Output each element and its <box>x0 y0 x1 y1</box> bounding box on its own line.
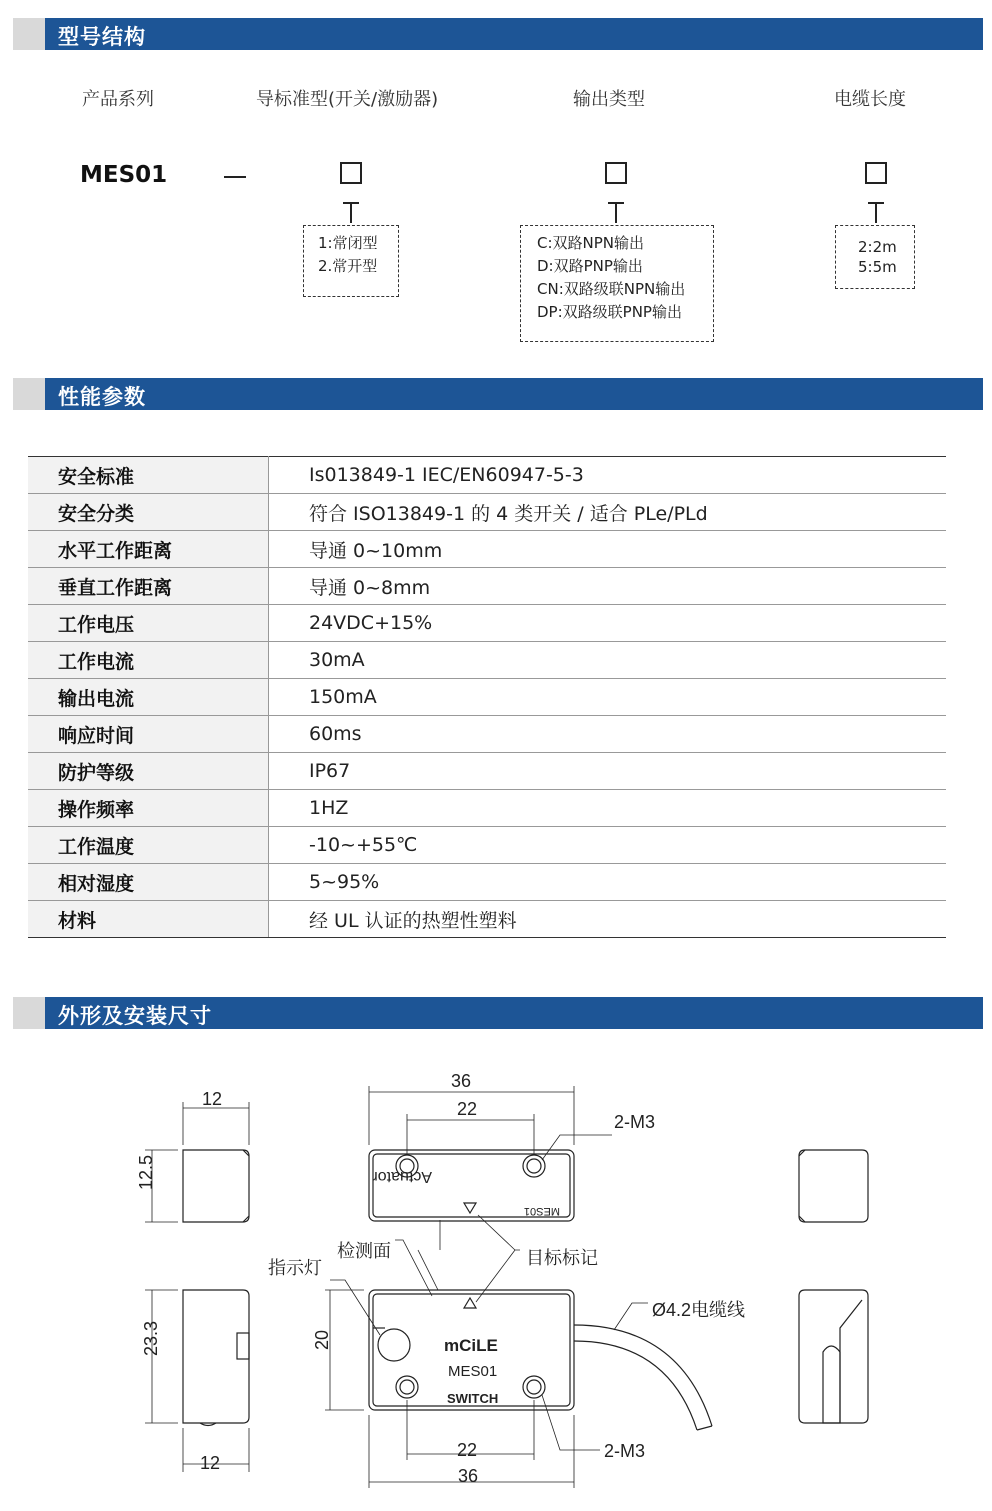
tee-stem <box>350 203 352 223</box>
side-view-top-left <box>145 1102 249 1222</box>
cable-options-box <box>835 225 915 289</box>
spec-key: 防护等级 <box>28 753 269 790</box>
section-header-model <box>13 18 983 50</box>
header-cable: 电缆长度 <box>834 89 906 110</box>
spec-row <box>28 901 946 938</box>
dim-label: 23.3 <box>141 1320 161 1356</box>
dimension-drawing <box>0 1050 992 1511</box>
contact-options-box <box>303 225 399 297</box>
actuator-model-label: MES01 <box>523 1205 560 1217</box>
spec-value: -10~+55℃ <box>269 827 947 864</box>
separator-dash <box>224 176 246 178</box>
actuator-top-view <box>369 1086 612 1221</box>
dim-label: 22 <box>457 1099 478 1119</box>
option-item: 2:2m <box>858 238 897 256</box>
dim-label: 36 <box>451 1071 472 1091</box>
spec-table <box>28 456 946 938</box>
spec-value: 30mA <box>269 642 947 679</box>
spec-key: 工作温度 <box>28 827 269 864</box>
option-item: 1:常闭型 <box>318 234 378 252</box>
dim-label: 12.5 <box>136 1154 156 1190</box>
spec-key: 材料 <box>28 901 269 938</box>
section-header-performance <box>13 378 983 410</box>
spec-value: 1HZ <box>269 790 947 827</box>
target-mark-label: 目标标记 <box>526 1248 598 1268</box>
tee-bar <box>868 202 884 204</box>
spec-row <box>28 827 946 864</box>
spec-value: 符合 ISO13849-1 的 4 类开关 / 适合 PLe/PLd <box>269 494 947 531</box>
option-item: D:双路PNP输出 <box>537 257 643 275</box>
output-placeholder-box <box>605 162 627 184</box>
spec-row <box>28 642 946 679</box>
spec-key: 安全标准 <box>28 457 269 494</box>
spec-key: 水平工作距离 <box>28 531 269 568</box>
section-title: 型号结构 <box>58 25 146 49</box>
tee-bar <box>608 202 624 204</box>
spec-row <box>28 864 946 901</box>
spec-key: 响应时间 <box>28 716 269 753</box>
tee-stem <box>875 203 877 223</box>
spec-value: 60ms <box>269 716 947 753</box>
cable-placeholder-box <box>865 162 887 184</box>
dim-label: 12 <box>200 1453 221 1473</box>
spec-row <box>28 457 946 494</box>
spec-value: Is013849-1 IEC/EN60947-5-3 <box>269 457 947 494</box>
spec-key: 操作频率 <box>28 790 269 827</box>
spec-value: 24VDC+15% <box>269 605 947 642</box>
section-title: 外形及安装尺寸 <box>58 1004 212 1028</box>
spec-key: 输出电流 <box>28 679 269 716</box>
side-view-bottom-left <box>145 1290 249 1472</box>
option-item: 2.常开型 <box>318 257 378 275</box>
dim-label: 36 <box>458 1466 479 1486</box>
section-title: 性能参数 <box>58 385 146 409</box>
spec-value: IP67 <box>269 753 947 790</box>
section-header-dimensions <box>13 997 983 1029</box>
spec-row <box>28 679 946 716</box>
side-view-bottom-right <box>799 1290 868 1423</box>
spec-key: 工作电压 <box>28 605 269 642</box>
spec-key: 相对湿度 <box>28 864 269 901</box>
tee-stem <box>615 203 617 223</box>
spec-row <box>28 790 946 827</box>
tee-bar <box>343 202 359 204</box>
actuator-label: Actuator <box>372 1168 432 1185</box>
option-item: CN:双路级联NPN输出 <box>537 280 686 298</box>
spec-value: 导通 0~10mm <box>269 531 947 568</box>
dim-label: 12 <box>202 1089 223 1109</box>
output-options-box <box>520 225 714 342</box>
spec-value: 导通 0~8mm <box>269 568 947 605</box>
spec-key: 安全分类 <box>28 494 269 531</box>
side-view-top-right <box>799 1150 868 1222</box>
series-code: MES01 <box>80 162 168 188</box>
spec-row <box>28 716 946 753</box>
dim-label: 22 <box>457 1440 478 1460</box>
spec-row <box>28 605 946 642</box>
spec-value: 经 UL 认证的热塑性塑料 <box>269 901 947 938</box>
spec-value: 150mA <box>269 679 947 716</box>
option-item: C:双路NPN输出 <box>537 234 645 252</box>
logo: mCiLE <box>444 1336 498 1355</box>
spec-row <box>28 568 946 605</box>
dim-label: 2-M3 <box>614 1112 656 1132</box>
spec-row <box>28 753 946 790</box>
dim-label: 2-M3 <box>604 1441 646 1461</box>
header-series: 产品系列 <box>82 89 154 110</box>
spec-value: 5~95% <box>269 864 947 901</box>
header-output: 输出类型 <box>573 89 645 110</box>
spec-key: 垂直工作距离 <box>28 568 269 605</box>
type-placeholder-box <box>340 162 362 184</box>
option-item: 5:5m <box>858 258 897 276</box>
cable-label: Ø4.2电缆线 <box>652 1300 746 1320</box>
header-type: 导标准型(开关/激励器) <box>256 89 439 110</box>
switch-label: SWITCH <box>447 1391 499 1406</box>
dim-label: 20 <box>312 1329 332 1350</box>
model-label: MES01 <box>448 1363 498 1380</box>
detect-face-label: 检测面 <box>337 1241 391 1261</box>
spec-row <box>28 494 946 531</box>
option-item: DP:双路级联PNP输出 <box>537 303 682 321</box>
spec-key: 工作电流 <box>28 642 269 679</box>
spec-row <box>28 531 946 568</box>
indicator-label: 指示灯 <box>268 1258 322 1278</box>
